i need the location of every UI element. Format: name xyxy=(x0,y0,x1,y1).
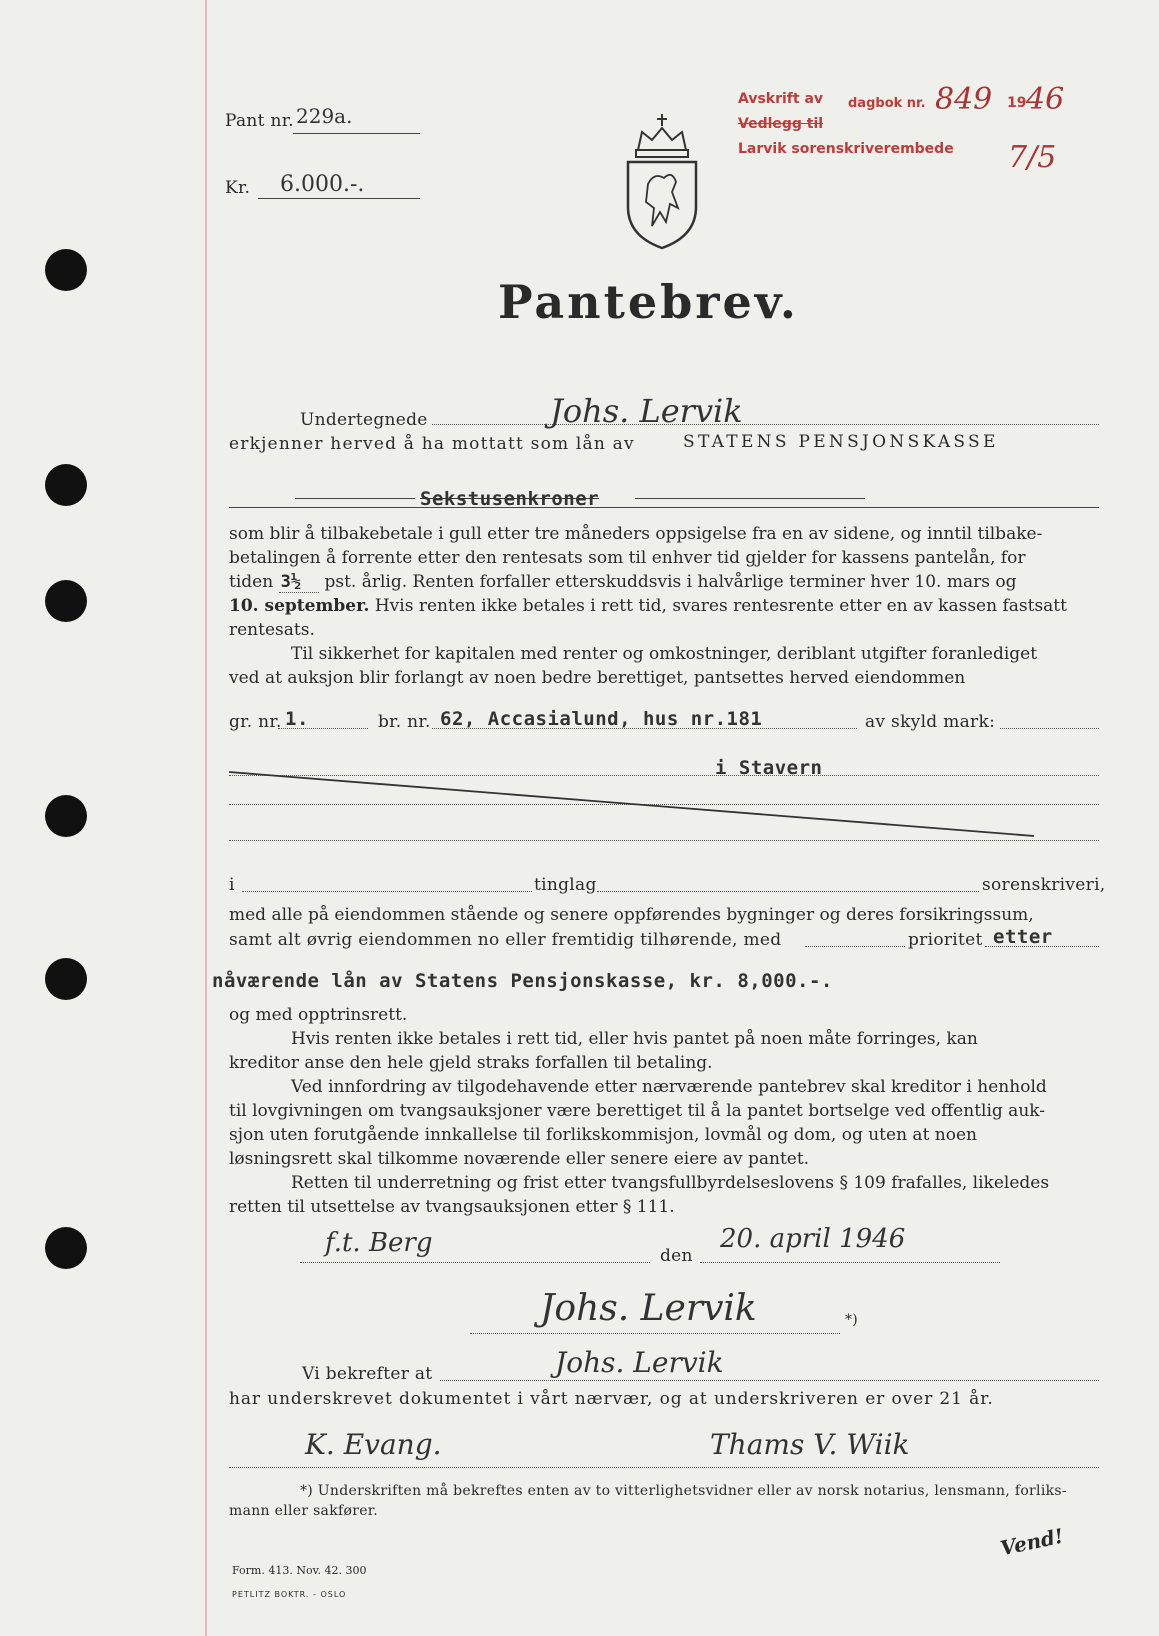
witness-signature-2: Thams V. Wiik xyxy=(710,1428,910,1461)
undertegnede-line xyxy=(432,424,1099,425)
stamp-vedlegg: Vedlegg til xyxy=(738,116,824,132)
skyld-line xyxy=(1000,728,1099,729)
terms-paragraph xyxy=(229,1003,1099,1219)
signing-date: 20. april 1946 xyxy=(720,1224,906,1254)
text-line: rentesats. xyxy=(229,620,315,640)
bekrefter-label: Vi bekrefter at xyxy=(302,1364,433,1384)
erkjenner-text: erkjenner herved å ha mottatt som lån av xyxy=(229,434,635,454)
bekrefter-line xyxy=(440,1380,1099,1381)
confirm-text: har underskrevet dokumentet i vårt nærvær, og at underskriveren er over 21 år. xyxy=(229,1389,994,1409)
prioritet-label: prioritet xyxy=(908,930,983,950)
printer-info: PETLITZ BOKTR. - OSLO xyxy=(232,1590,347,1599)
text-line: og med opptrinsrett. xyxy=(229,1005,408,1025)
stamp-year: 19 xyxy=(1007,95,1027,111)
gr-nr-label: gr. nr. xyxy=(229,712,282,732)
punch-hole xyxy=(45,958,87,1000)
witness-signature-1: K. Evang. xyxy=(305,1428,442,1461)
prioritet-blank xyxy=(805,946,905,947)
pant-nr-label: Pant nr. xyxy=(225,111,295,131)
place-hand: f.t. Berg xyxy=(325,1228,433,1258)
year-hand: 46 xyxy=(1026,82,1065,117)
amount-line-right xyxy=(635,498,865,499)
margin-line xyxy=(205,0,207,1636)
kr-label: Kr. xyxy=(225,178,251,198)
stamp-dagbok: dagbok nr. xyxy=(848,96,926,111)
prioritet-value: etter xyxy=(993,926,1053,948)
blank-line xyxy=(229,840,1099,841)
pant-nr-value: 229a. xyxy=(296,104,353,128)
lender-name: STATENS PENSJONSKASSE xyxy=(683,432,999,452)
den-label: den xyxy=(660,1246,693,1266)
punch-hole xyxy=(45,1227,87,1269)
repayment-paragraph xyxy=(229,522,1099,690)
text-line: med alle på eiendommen stående og senere oppførendes bygninger og deres forsikringssum, xyxy=(229,905,1034,925)
amount-line-left xyxy=(295,498,415,499)
text-line xyxy=(229,570,1099,594)
tinglag-label: tinglag xyxy=(534,875,597,895)
punch-hole xyxy=(45,795,87,837)
witness-line xyxy=(229,1467,1099,1468)
coat-of-arms-icon xyxy=(620,112,704,252)
place-line xyxy=(300,1262,650,1263)
amount-underline xyxy=(229,507,1099,508)
br-nr-label: br. nr. xyxy=(378,712,431,732)
text-line xyxy=(229,594,1099,618)
text-line: sjon uten forutgående innkallelse til forlikskommisjon, lovmål og dom, og uten at noen xyxy=(229,1125,977,1145)
footnote-line-1: *) Underskriften må bekreftes enten av to vitterlighetsvidner eller av norsk notarius, lensmann, forliks- xyxy=(300,1483,1067,1499)
signature-line xyxy=(470,1333,840,1334)
br-nr-line xyxy=(432,728,857,729)
text-line: Hvis renten ikke betales i rett tid, eller hvis pantet på noen måte forringes, kan xyxy=(291,1029,978,1049)
rentesrente-text: Hvis renten ikke betales i rett tid, svares rentesrente etter en av kassen fastsatt xyxy=(374,596,1067,616)
stamp-larvik: Larvik sorenskriverembede xyxy=(738,141,954,157)
undertegnede-label: Undertegnede xyxy=(300,410,428,430)
pant-nr-line xyxy=(293,133,420,134)
prior-loan: nåværende lån av Statens Pensjonskasse, kr. 8,000.-. xyxy=(212,970,833,992)
text-line: til lovgivningen om tvangsauksjoner være berettiget til å la pantet bortselge ved offentlig auk- xyxy=(229,1101,1046,1121)
text-line: kreditor anse den hele gjeld straks forfallen til betaling. xyxy=(229,1053,713,1073)
text-line: Ved innfordring av tilgodehavende etter nærværende pantebrev skal kreditor i henhold xyxy=(291,1077,1047,1097)
tiden-label: tiden xyxy=(229,572,274,592)
debtor-name: Johs. Lervik xyxy=(550,392,743,430)
strike-through-line xyxy=(229,770,1039,840)
vend-note: Vend! xyxy=(998,1523,1066,1561)
bekrefter-name: Johs. Lervik xyxy=(555,1346,724,1379)
prioritet-text: samt alt øvrig eiendommen no eller fremtidig tilhørende, med xyxy=(229,930,782,950)
gr-nr-line xyxy=(278,728,368,729)
page-title: Pantebrev. xyxy=(498,275,799,329)
punch-hole xyxy=(45,464,87,506)
text-line: som blir å tilbakebetale i gull etter tre måneders oppsigelse fra en av sidene, og inntil tilbake- xyxy=(229,524,1043,544)
text-line: retten til utsettelse av tvangsauksjonen etter § 111. xyxy=(229,1197,675,1217)
footnote-line-2: mann eller sakfører. xyxy=(229,1503,378,1519)
stamp-avskrift: Avskrift av xyxy=(738,91,824,107)
br-nr-value: 62, Accasialund, hus nr.181 xyxy=(440,708,763,730)
rate-value: 3½ xyxy=(279,572,319,593)
gr-nr-value: 1. xyxy=(285,708,309,730)
i-label: i xyxy=(229,875,235,895)
amount-words: Sekstusenkroner xyxy=(420,488,600,510)
kr-line xyxy=(258,198,420,199)
tinglag-line xyxy=(242,891,532,892)
skyld-label: av skyld mark: xyxy=(865,712,996,732)
text-line: løsningsrett skal tilkomme noværende eller senere eiere av pantet. xyxy=(229,1149,810,1169)
date-hand: 7/5 xyxy=(1008,140,1057,175)
sorenskriveri-label: sorenskriveri, xyxy=(982,875,1106,895)
text-line: ved at auksjon blir forlangt av noen bedre berettiget, pantsettes herved eiendommen xyxy=(229,668,966,688)
kr-value: 6.000.-. xyxy=(280,172,365,197)
punch-hole xyxy=(45,249,87,291)
form-info: Form. 413. Nov. 42. 300 xyxy=(232,1564,367,1577)
prioritet-line xyxy=(985,946,1099,947)
property-paragraph xyxy=(229,903,1099,927)
rate-text: pst. årlig. Renten forfaller etterskuddsvis i halvårlige terminer hver 10. mars og xyxy=(324,572,1017,592)
dagbok-nr: 849 xyxy=(935,82,993,117)
date-line xyxy=(700,1262,1000,1263)
sorenskriveri-line xyxy=(597,891,979,892)
debtor-signature: Johs. Lervik xyxy=(540,1288,757,1329)
text-line: Retten til underretning og frist etter tvangsfullbyrdelseslovens § 109 frafalles, likeledes xyxy=(291,1173,1050,1193)
punch-hole xyxy=(45,580,87,622)
text-line: Til sikkerhet for kapitalen med renter og omkostninger, deriblant utgifter foranlediget xyxy=(291,644,1038,664)
location-value: i Stavern xyxy=(715,757,823,779)
september-date: 10. september. xyxy=(229,596,370,616)
asterisk-mark: *) xyxy=(845,1312,859,1328)
text-line: betalingen å forrente etter den rentesats som til enhver tid gjelder for kassens pantelån, for xyxy=(229,548,1026,568)
